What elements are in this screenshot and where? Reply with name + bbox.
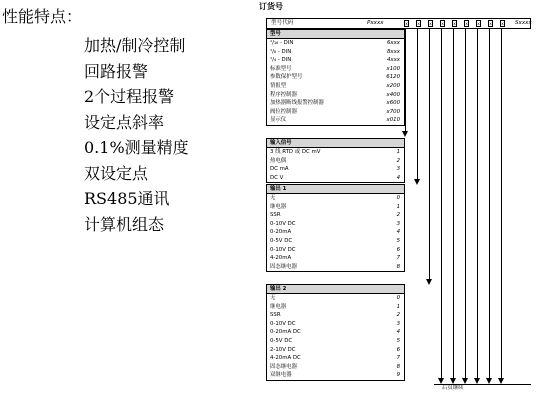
option-label: 程序控制器	[270, 91, 297, 98]
option-label: 固态继电器	[270, 363, 297, 370]
option-label: 3 线 RTD 或 DC mV	[270, 149, 321, 155]
continuation-note: 后页继续	[442, 385, 464, 391]
section-input-signal	[266, 138, 405, 183]
option-row	[267, 220, 404, 229]
section-title: 输入信号	[267, 139, 404, 148]
option-code: x100	[386, 65, 400, 72]
option-label: 4-20mA	[270, 255, 292, 262]
code-slot: x	[453, 21, 456, 26]
option-label: 继电器	[270, 303, 287, 310]
option-code: 4	[396, 174, 400, 181]
option-code: 8	[396, 363, 400, 370]
section-output-1	[266, 184, 405, 272]
option-row	[267, 328, 404, 337]
section-title: 输出 2	[267, 285, 404, 294]
option-label: ¹/₈ - DIN	[270, 48, 292, 55]
option-label: 固态继电器	[270, 263, 297, 270]
code-slot: x	[465, 21, 468, 26]
option-code: 2	[396, 212, 400, 219]
leader-line	[405, 29, 406, 131]
option-row	[267, 337, 404, 346]
option-row	[267, 246, 404, 255]
feature-item: 双设定点	[84, 163, 149, 183]
code-slot: x	[477, 21, 480, 26]
code-slot: x	[441, 21, 444, 26]
arrow-down-icon	[402, 131, 408, 137]
option-code: 3	[396, 320, 400, 327]
option-row	[267, 371, 404, 380]
order-code-sheet	[266, 18, 531, 390]
arrow-down-icon	[426, 279, 432, 285]
option-row	[267, 194, 404, 203]
option-label: 显示仪	[270, 117, 287, 124]
option-label: 无	[270, 295, 276, 301]
option-code: 6	[396, 346, 400, 353]
option-row	[267, 108, 404, 117]
option-code: 6xxx	[386, 40, 400, 46]
option-label: 阀位控制器	[270, 108, 297, 115]
option-label: 0-10V DC	[270, 246, 296, 253]
leader-line	[489, 29, 490, 378]
s-code: Sxxxx	[515, 20, 532, 26]
leader-line	[417, 29, 418, 179]
option-row	[267, 157, 404, 166]
leader-line	[477, 29, 478, 378]
option-row	[267, 148, 404, 157]
option-label: 0-5V DC	[270, 237, 293, 244]
option-row	[267, 65, 404, 74]
option-row	[267, 211, 404, 220]
option-row	[267, 91, 404, 100]
option-code: 7	[396, 355, 400, 362]
arrow-down-icon	[414, 179, 420, 185]
option-label: ¹/₁₆ - DIN	[270, 40, 294, 46]
option-row	[267, 48, 404, 57]
option-label: 4-20mA DC	[270, 355, 301, 362]
option-code: 2	[396, 312, 400, 319]
option-label: 标准型号	[270, 65, 292, 72]
option-label: 0-10V DC	[270, 220, 296, 227]
option-label: 继电器	[270, 203, 287, 210]
option-code: 6120	[386, 74, 400, 81]
option-code: 4	[396, 229, 400, 236]
option-label: 0-10V DC	[270, 320, 296, 327]
option-row	[267, 165, 404, 174]
option-row	[267, 73, 404, 82]
option-code: 3	[396, 220, 400, 227]
option-row	[267, 56, 404, 65]
option-row	[267, 346, 404, 355]
option-code: 7	[396, 255, 400, 262]
leader-line	[429, 29, 430, 279]
option-code: 5	[396, 237, 400, 244]
leader-line	[501, 29, 502, 378]
option-row	[267, 294, 404, 303]
option-row	[267, 82, 404, 91]
option-code: x700	[386, 108, 400, 115]
option-label: 参数保护型号	[270, 74, 303, 81]
leader-line	[453, 29, 454, 378]
option-label: 0-5V DC	[270, 337, 293, 344]
option-code: 0	[396, 195, 400, 201]
section-title: 输出 1	[267, 185, 404, 194]
option-code: 5	[396, 337, 400, 344]
code-slot: x	[489, 21, 492, 26]
leader-line	[441, 29, 442, 378]
option-row	[267, 303, 404, 312]
leader-line	[465, 29, 466, 378]
option-label: DC mA	[270, 166, 289, 173]
code-slot: x	[417, 21, 420, 26]
option-row	[267, 254, 404, 263]
option-row	[267, 174, 404, 183]
feature-item: 回路报警	[84, 61, 149, 81]
feature-item: 2个过程报警	[84, 87, 175, 106]
option-label: 加热器断线报警控制器	[270, 100, 324, 107]
section-output-2	[266, 284, 405, 381]
option-label: 热电偶	[270, 157, 287, 164]
features-title: 性能特点：	[2, 7, 83, 26]
option-row	[267, 99, 404, 108]
model-code-header	[266, 18, 531, 29]
p-code: Pxxxx	[367, 20, 384, 26]
option-code: x600	[386, 100, 400, 107]
option-code: 3	[396, 166, 400, 173]
option-row	[267, 363, 404, 372]
option-code: x010	[386, 117, 400, 124]
features-list	[84, 33, 189, 237]
option-code: 0	[396, 295, 400, 301]
option-code: 1	[396, 149, 400, 155]
option-code: 1	[396, 203, 400, 210]
option-code: 4xxx	[386, 57, 400, 64]
option-code: 1	[396, 303, 400, 310]
option-row	[267, 39, 404, 48]
option-code: 8	[396, 263, 400, 270]
option-row	[267, 311, 404, 320]
option-label: 0-20mA	[270, 229, 292, 236]
option-row	[267, 228, 404, 237]
order-code-title: 订货号	[259, 2, 283, 11]
option-row	[267, 116, 404, 125]
section-title: 型号	[267, 30, 404, 39]
option-code: 9	[396, 372, 400, 379]
option-label: SSR	[270, 312, 281, 319]
option-code: 4	[396, 329, 400, 336]
model-code-label: 型号代码	[271, 20, 294, 26]
option-row	[267, 354, 404, 363]
option-label: 0-20mA DC	[270, 329, 301, 336]
code-slot: x	[501, 21, 504, 26]
option-label: 2-10V DC	[270, 346, 296, 353]
option-label: 无	[270, 195, 276, 201]
feature-item: 0.1%测量精度	[84, 138, 189, 157]
option-code: x200	[386, 82, 400, 89]
option-code: 8xxx	[386, 48, 400, 55]
option-row	[267, 263, 404, 272]
option-label: 双继电器	[270, 372, 292, 379]
feature-item: 计算机组态	[84, 214, 165, 234]
feature-item: 加热/制冷控制	[84, 36, 186, 55]
section-model	[266, 29, 405, 126]
option-label: DC V	[270, 174, 284, 181]
option-row	[267, 320, 404, 329]
option-code: 2	[396, 157, 400, 164]
feature-item: RS485通讯	[84, 189, 170, 208]
option-code: x400	[386, 91, 400, 98]
option-label: ¹/₄ - DIN	[270, 57, 292, 64]
option-row	[267, 237, 404, 246]
option-row	[267, 203, 404, 212]
option-label: SSR	[270, 212, 281, 219]
code-slot: x	[429, 21, 432, 26]
feature-item: 设定点斜率	[84, 112, 165, 132]
code-slot: x	[405, 21, 408, 26]
option-code: 6	[396, 246, 400, 253]
option-label: 情报型	[270, 82, 287, 89]
